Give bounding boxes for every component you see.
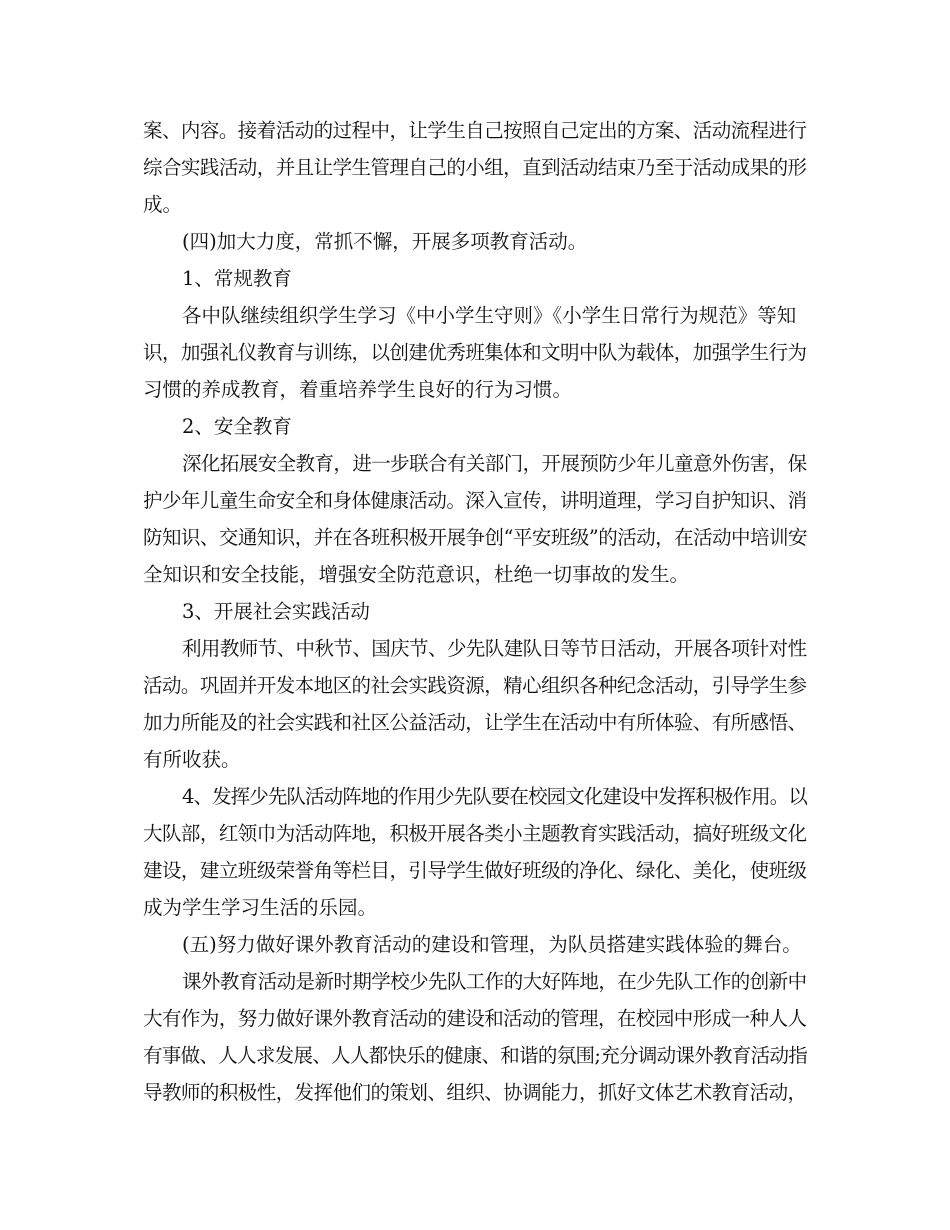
text-line: 有事做、人人求发展、人人都快乐的健康、和谐的氛围;充分调动课外教育活动指 [143,1044,808,1067]
text-line: 护少年儿童生命安全和身体健康活动。深入宣传，讲明道理，学习自护知识、消 [143,489,807,512]
text-line: 导教师的积极性，发挥他们的策划、组织、协调能力，抓好文体艺术教育活动， [143,1081,807,1104]
text-line: 大队部，红领巾为活动阵地，积极开展各类小主题教育实践活动，搞好班级文化 [143,822,807,845]
text-line: 防知识、交通知识，并在各班积极开展争创“平安班级”的活动，在活动中培训安 [143,526,807,549]
text-line: 1、常规教育 [182,267,292,290]
text-line: 利用教师节、中秋节、国庆节、少先队建队日等节日活动，开展各项针对性 [182,637,807,660]
text-line: (四)加大力度，常抓不懈，开展多项教育活动。 [182,230,588,253]
text-line: 2、安全教育 [182,415,292,438]
text-line: 成为学生学习生活的乐园。 [143,896,378,919]
text-line: 各中队继续组织学生学习《中小学生守则》《小学生日常行为规范》等知 [182,304,797,327]
text-line: 大有作为，努力做好课外教育活动的建设和活动的管理，在校园中形成一种人人 [143,1007,807,1030]
text-line: 成。 [143,193,183,216]
text-line: 深化拓展安全教育，进一步联合有关部门，开展预防少年儿童意外伤害，保 [182,452,807,475]
text-line: 建设，建立班级荣誉角等栏目，引导学生做好班级的净化、绿化、美化，使班级 [143,859,807,882]
text-line: 4、发挥少先队活动阵地的作用少先队要在校园文化建设中发挥积极作用。以 [182,785,807,808]
document-body [143,112,807,1111]
text-line: (五)努力做好课外教育活动的建设和管理，为队员搭建实践体验的舞台。 [182,933,802,956]
text-line: 识，加强礼仪教育与训练，以创建优秀班集体和文明中队为载体，加强学生行为 [143,341,807,364]
text-line: 活动。巩固并开发本地区的社会实践资源，精心组织各种纪念活动，引导学生参 [143,674,807,697]
text-line: 全知识和安全技能，增强安全防范意识，杜绝一切事故的发生。 [143,563,690,586]
text-line: 综合实践活动，并且让学生管理自己的小组，直到活动结束乃至于活动成果的形 [143,156,807,179]
text-line: 3、开展社会实践活动 [182,600,370,623]
text-line: 加力所能及的社会实践和社区公益活动，让学生在活动中有所体验、有所感悟、 [143,711,807,734]
text-line: 习惯的养成教育，着重培养学生良好的行为习惯。 [143,378,573,401]
text-line: 课外教育活动是新时期学校少先队工作的大好阵地，在少先队工作的创新中 [182,970,807,993]
text-line: 有所收获。 [143,748,241,771]
text-line: 案、内容。接着活动的过程中，让学生自己按照自己定出的方案、活动流程进行 [143,119,807,142]
